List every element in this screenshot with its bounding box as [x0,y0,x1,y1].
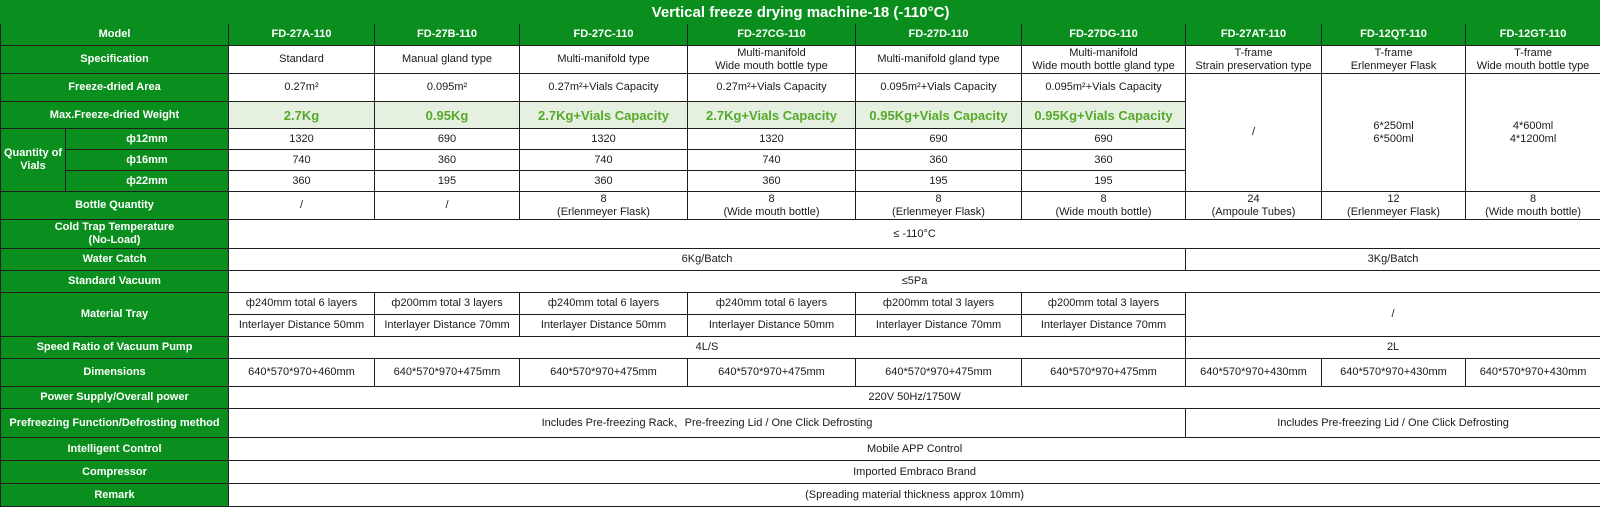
area-cell: 0.095m²+Vials Capacity [1022,74,1186,102]
spec-cell: T-frame Wide mouth bottle type [1466,46,1600,74]
row-compressor [1,461,1600,484]
vials-cell: 195 [1022,171,1186,192]
row-cold-trap [1,220,1600,249]
compressor-value: Imported Embraco Brand [229,461,1600,484]
dimensions-cell: 640*570*970+475mm [1022,359,1186,387]
row-label-power: Power Supply/Overall power [1,387,229,409]
row-label-standard-vacuum: Standard Vacuum [1,271,229,293]
row-label-compressor: Compressor [1,461,229,484]
spec-cell: Standard [229,46,375,74]
row-label-remark: Remark [1,484,229,507]
row-specification [1,46,1600,74]
tray-cell: ф240mm total 6 layers [520,293,688,315]
bottle-cell: 8 (Wide mouth bottle) [688,192,856,220]
vials-cell: 740 [520,150,688,171]
bottle-cell: 8 (Erlenmeyer Flask) [520,192,688,220]
row-intelligent-control [1,438,1600,461]
weight-cell: 2.7Kg [229,102,375,129]
row-label-cold-trap: Cold Trap Temperature (No-Load) [1,220,229,249]
row-label-material-tray: Material Tray [1,293,229,337]
bottle-cell: / [375,192,520,220]
spec-cell: Multi-manifold type [520,46,688,74]
cold-trap-value: ≤ -110°C [229,220,1600,249]
vials-cell: 360 [520,171,688,192]
row-material-tray-1 [1,293,1600,315]
dimensions-cell: 640*570*970+430mm [1322,359,1466,387]
bottle-cell: 24 (Ampoule Tubes) [1186,192,1322,220]
power-value: 220V 50Hz/1750W [229,387,1600,409]
spec-cell: Multi-manifold Wide mouth bottle type [688,46,856,74]
weight-cell: 2.7Kg+Vials Capacity [520,102,688,129]
weight-cell: 0.95Kg+Vials Capacity [1022,102,1186,129]
row-pump-speed [1,337,1600,359]
vials-cell: 690 [856,129,1022,150]
spec-cell: T-frame Strain preservation type [1186,46,1322,74]
spec-cell: T-frame Erlenmeyer Flask [1322,46,1466,74]
bottle-cell: / [229,192,375,220]
pump-speed-value: 4L/S [229,337,1186,359]
row-label-model: Model [1,24,229,46]
t-frame-gt-vials: 4*600ml 4*1200ml [1466,74,1600,192]
dimensions-cell: 640*570*970+460mm [229,359,375,387]
bottle-cell: 8 (Wide mouth bottle) [1022,192,1186,220]
row-bottle-quantity [1,192,1600,220]
weight-cell: 0.95Kg+Vials Capacity [856,102,1022,129]
vials-cell: 1320 [229,129,375,150]
vials-cell: 1320 [520,129,688,150]
vials-cell: 360 [1022,150,1186,171]
bottle-cell: 12 (Erlenmeyer Flask) [1322,192,1466,220]
tray-cell: ф200mm total 3 layers [856,293,1022,315]
area-cell: 0.27m²+Vials Capacity [520,74,688,102]
row-label-phi12: ф12mm [66,129,229,150]
area-cell: 0.095m² [375,74,520,102]
model-header: FD-27C-110 [520,24,688,46]
model-header: FD-12QT-110 [1322,24,1466,46]
tray-cell: ф240mm total 6 layers [229,293,375,315]
water-catch-value: 3Kg/Batch [1186,249,1600,271]
row-label-bottle-quantity: Bottle Quantity [1,192,229,220]
row-power [1,387,1600,409]
dimensions-cell: 640*570*970+475mm [856,359,1022,387]
pump-speed-value: 2L [1186,337,1600,359]
model-header: FD-27B-110 [375,24,520,46]
weight-cell: 2.7Kg+Vials Capacity [688,102,856,129]
standard-vacuum-value: ≤5Pa [229,271,1600,293]
area-cell: 0.27m² [229,74,375,102]
model-header: FD-27D-110 [856,24,1022,46]
vials-cell: 360 [375,150,520,171]
row-label-phi22: ф22mm [66,171,229,192]
row-label-specification: Specification [1,46,229,74]
spec-cell: Manual gland type [375,46,520,74]
tray-cell: Interlayer Distance 70mm [1022,315,1186,337]
prefreezing-value: Includes Pre-freezing Lid / One Click Defrosting [1186,409,1600,438]
vials-cell: 690 [1022,129,1186,150]
row-remark [1,484,1600,507]
bottle-cell: 8 (Wide mouth bottle) [1466,192,1600,220]
row-label-quantity-of-vials: Quantity of Vials [1,129,66,192]
t-frame-at-vials: / [1186,74,1322,192]
row-model [1,24,1600,46]
row-label-prefreezing: Prefreezing Function/Defrosting method [1,409,229,438]
model-header: FD-12GT-110 [1466,24,1600,46]
row-prefreezing [1,409,1600,438]
model-header: FD-27A-110 [229,24,375,46]
table-title: Vertical freeze drying machine-18 (-110°C) [1,1,1600,24]
tray-cell: ф240mm total 6 layers [688,293,856,315]
area-cell: 0.095m²+Vials Capacity [856,74,1022,102]
tray-cell: Interlayer Distance 50mm [229,315,375,337]
model-header: FD-27CG-110 [688,24,856,46]
tray-cell: ф200mm total 3 layers [1022,293,1186,315]
tray-cell: Interlayer Distance 70mm [856,315,1022,337]
row-water-catch [1,249,1600,271]
model-header: FD-27AT-110 [1186,24,1322,46]
dimensions-cell: 640*570*970+475mm [375,359,520,387]
vials-cell: 360 [229,171,375,192]
dimensions-cell: 640*570*970+430mm [1466,359,1600,387]
t-frame-qt-vials: 6*250ml 6*500ml [1322,74,1466,192]
weight-cell: 0.95Kg [375,102,520,129]
spec-cell: Multi-manifold Wide mouth bottle gland type [1022,46,1186,74]
dimensions-cell: 640*570*970+430mm [1186,359,1322,387]
vials-cell: 360 [688,171,856,192]
bottle-cell: 8 (Erlenmeyer Flask) [856,192,1022,220]
intelligent-control-value: Mobile APP Control [229,438,1600,461]
model-header: FD-27DG-110 [1022,24,1186,46]
row-standard-vacuum [1,271,1600,293]
row-label-area: Freeze-dried Area [1,74,229,102]
vials-cell: 195 [375,171,520,192]
tray-t-frame-value: / [1186,293,1600,337]
prefreezing-value: Includes Pre-freezing Rack、Pre-freezing Lid / One Click Defrosting [229,409,1186,438]
vials-cell: 740 [688,150,856,171]
dimensions-cell: 640*570*970+475mm [520,359,688,387]
row-freeze-dried-area [1,74,1600,102]
row-label-max-weight: Max.Freeze-dried Weight [1,102,229,129]
row-dimensions [1,359,1600,387]
vials-cell: 1320 [688,129,856,150]
vials-cell: 360 [856,150,1022,171]
vials-cell: 690 [375,129,520,150]
row-label-pump-speed: Speed Ratio of Vacuum Pump [1,337,229,359]
area-cell: 0.27m²+Vials Capacity [688,74,856,102]
vials-cell: 740 [229,150,375,171]
tray-cell: ф200mm total 3 layers [375,293,520,315]
vials-cell: 195 [856,171,1022,192]
tray-cell: Interlayer Distance 70mm [375,315,520,337]
spec-cell: Multi-manifold gland type [856,46,1022,74]
water-catch-value: 6Kg/Batch [229,249,1186,271]
remark-value: (Spreading material thickness approx 10mm) [229,484,1600,507]
tray-cell: Interlayer Distance 50mm [688,315,856,337]
tray-cell: Interlayer Distance 50mm [520,315,688,337]
dimensions-cell: 640*570*970+475mm [688,359,856,387]
row-label-phi16: ф16mm [66,150,229,171]
row-label-dimensions: Dimensions [1,359,229,387]
row-label-water-catch: Water Catch [1,249,229,271]
row-label-intelligent-control: Intelligent Control [1,438,229,461]
